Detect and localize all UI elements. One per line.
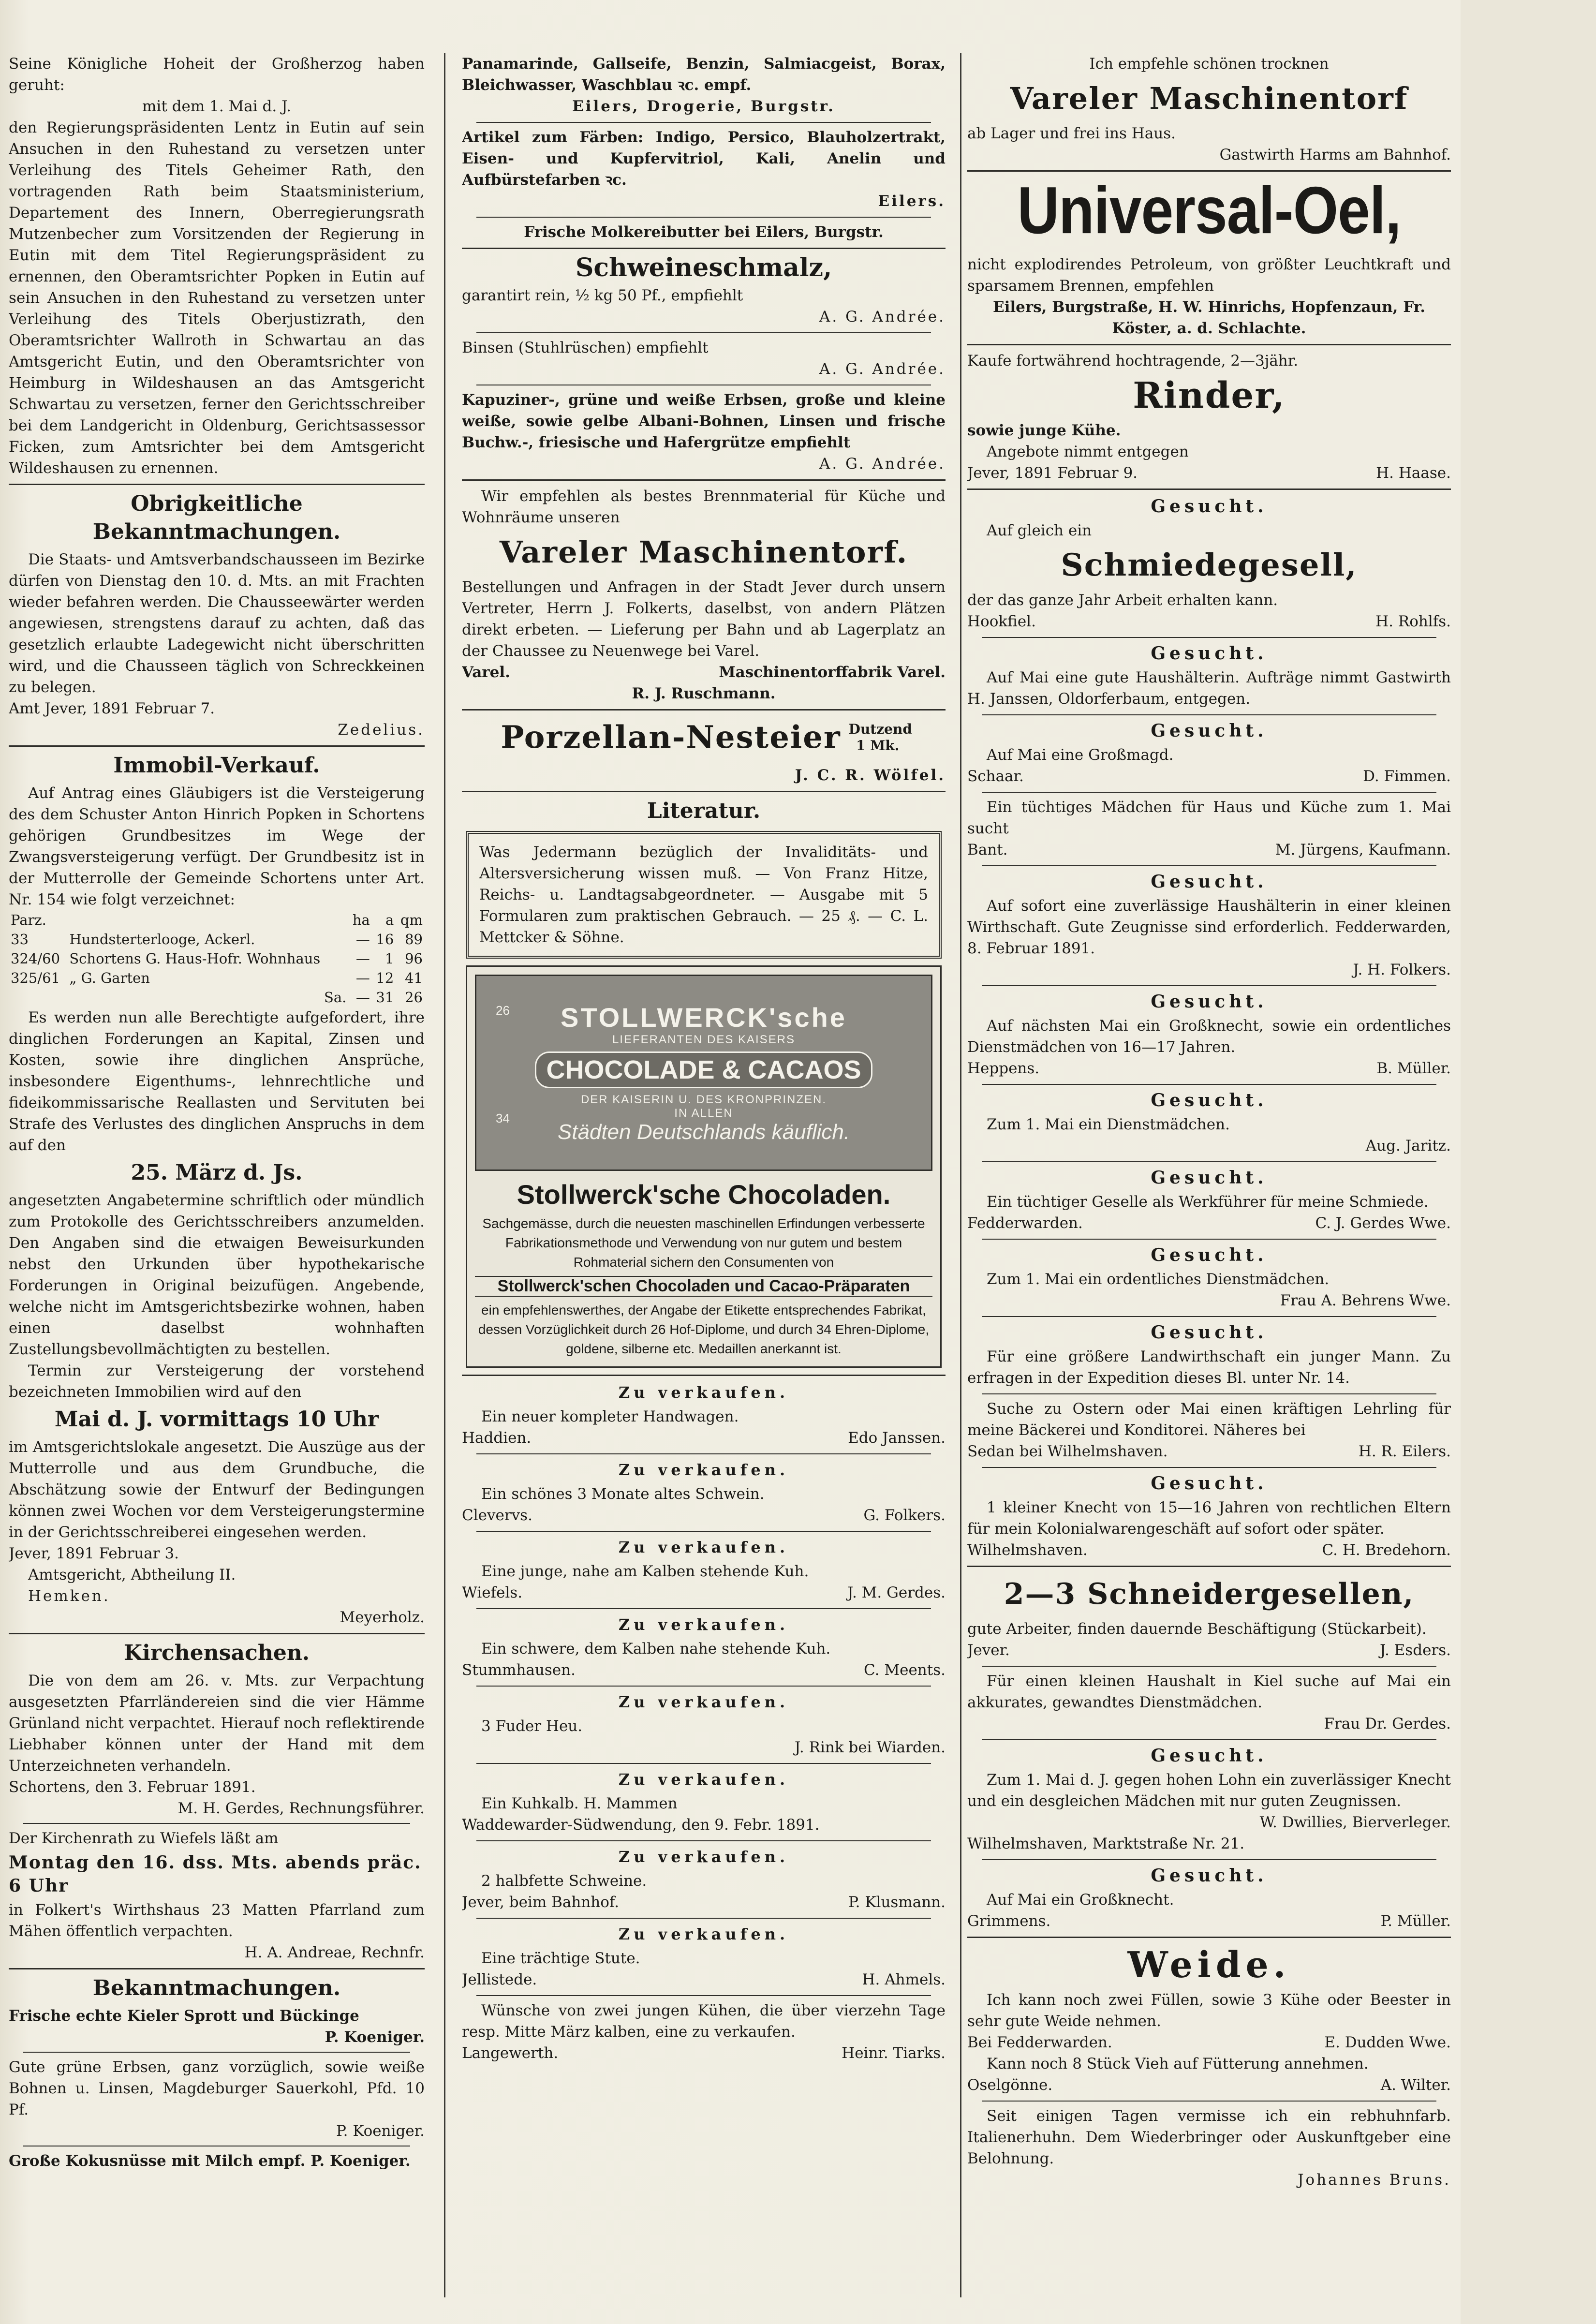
notice-sign-right: Zedelius.: [338, 721, 425, 739]
divider: [476, 1995, 931, 1996]
section-title: Literatur.: [647, 799, 761, 823]
ad-eilers-1: Panamarinde, Gallseife, Benzin, Salmiacgeist, Borax, Bleichwasser, Waschblau ꝛc. empf. Eilers, Drogerie, Burgstr.: [462, 55, 946, 115]
ad-torf: Wir empfehlen als bestes Brennmaterial für Küche und Wohnräume unseren Vareler Maschinentorf. Bestellungen und Anfragen in der Stadt Jever durch unsern Vertreter, Herrn J. Folkerts, daselbst, von andern Plätzen direkt erbeten. — Lieferung per Bahn und ab Lagerplatz an der Chaussee zu Neuenwege bei Varel. Varel. Maschinentorffabrik Varel. R. J. Ruschmann.: [462, 488, 946, 702]
sale-sign-4: Meyerholz.: [340, 1609, 425, 1626]
sale-body-3: angesetzten Angabetermine schriftlich oder mündlich zum Protokolle des Gerichtsschreibers anzumelden. Den Angaben sind die etwaigen Beweisurkunden nebst den Urkunden über hypothekarische Forderungen in Original beizufügen. Angebende, welche nicht im Amtsgerichtsbezirke wohnen, haben einen daselbst wohnhaften Zustellungsbevollmächtigten zu bestellen.: [9, 1192, 425, 1358]
sale-ad: Zu verkaufen. 2 halbfette Schweine. Jever, beim Bahnhof. P. Klusmann.: [462, 1848, 946, 1911]
table-row: 33 Hundsterterlooge, Ackerl. — 16 89: [11, 931, 423, 947]
church-termin: Montag den 16. dss. Mts. abends präc. 6 Uhr: [9, 1852, 422, 1896]
ad-torf-harms: Ich empfehle schönen trocknen Vareler Maschinentorf ab Lager und frei ins Haus. Gastwirth Harms am Bahnhof.: [967, 55, 1451, 163]
divider: [476, 1686, 931, 1687]
ad-grossknecht: Gesucht. Auf Mai ein Großknecht. Grimmens. P. Müller.: [967, 1859, 1451, 1932]
divider: [9, 1633, 425, 1634]
church-sign-left: Schortens, den 3. Februar 1891.: [9, 1778, 256, 1796]
divider: [476, 1453, 931, 1454]
divider: [476, 1840, 931, 1841]
sale-body: Auf Antrag eines Gläubigers ist die Versteigerung des dem Schuster Anton Hinrich Popken in Schortens gehörigen Grundbesitzes im Wege der Zwangsversteigerung verfügt. Der Grundbesitz ist in der Mutterrolle der Gemeinde Schortens unter Art. Nr. 154 wie folgt verzeichnet:: [9, 785, 425, 908]
ad-sprott: Frische echte Kieler Sprott und Bückinge: [9, 2007, 359, 2025]
table-row: Sa. — 31 26: [324, 989, 423, 1006]
wanted-ad: Gesucht. Auf sofort eine zuverlässige Haushälterin in einer kleinen Wirthschaft. Gute Zeugnisse sind erforderlich. Fedderwarden, 8. Februar 1891. J. H. Folkers.: [967, 865, 1451, 980]
divider: [9, 745, 425, 747]
divider: [476, 1763, 931, 1764]
ad-erbsen-sign: P. Koeniger.: [336, 2122, 425, 2140]
ad-lehrling: Suche zu Ostern oder Mai einen kräftigen Lehrling für meine Bäckerei und Konditorei. Näheres bei Sedan bei Wilhelmshaven. H. R. Eilers.: [967, 1393, 1451, 1462]
divider: [476, 217, 931, 218]
divider: [476, 122, 931, 123]
wanted-ad: Gesucht. Ein tüchtiger Geselle als Werkführer für meine Schmiede. Fedderwarden. C. J. Gerdes Wwe.: [967, 1161, 1451, 1234]
table-row: 325/61 „ G. Garten — 12 41: [11, 970, 423, 986]
ad-schmiedegesell: Gesucht. Auf gleich ein Schmiedegesell, der das ganze Jahr Arbeit erhalten kann. Hookfiel. H. Rohlfs.: [967, 496, 1451, 630]
sale-body-4: Termin zur Versteigerung der vorstehend bezeichneten Immobilien wird auf den: [9, 1362, 425, 1401]
divider: [967, 1937, 1451, 1938]
notice-body: Die Staats- und Amtsverbandschausseen im Bezirke dürfen von Dienstag den 10. d. Mts. an mit Frachten wieder befahren werden. Die Chausseewärter werden angewiesen, strengstens darauf zu achten, daß das gesetzlich erlaubte Ladegewicht nicht überschritten wird, und die Chausseen täglich von Schreckkeinen zu belegen.: [9, 551, 425, 696]
wanted-ad: Gesucht. Auf Mai eine gute Haushälterin. Aufträge nimmt Gastwirth H. Janssen, Oldorferbaum, entgegen.: [967, 637, 1451, 710]
ad-erbsen: Gute grüne Erbsen, ganz vorzüglich, sowie weiße Bohnen u. Linsen, Magdeburger Sauerkohl, Pfd. 10 Pf.: [9, 2058, 425, 2118]
divider: [23, 2052, 410, 2053]
section-title: Obrigkeitliche Bekanntmachungen.: [92, 491, 341, 544]
wanted-ad: Ein tüchtiges Mädchen für Haus und Küche zum 1. Mai sucht Bant. M. Jürgens, Kaufmann.: [967, 792, 1451, 860]
wanted-ad: Gesucht. Zum 1. Mai ein Dienstmädchen. Aug. Jaritz.: [967, 1084, 1451, 1156]
wanted-ad: Gesucht. Auf Mai eine Großmagd. Schaar. D. Fimmen.: [967, 714, 1451, 787]
ad-dwillies: Gesucht. Zum 1. Mai d. J. gegen hohen Lohn ein zuverlässiger Knecht und ein desgleichen Mädchen mit nur guten Zeugnissen. W. Dwillies, Bierverleger. Wilhelmshaven, Marktstraße Nr. 21.: [967, 1739, 1451, 1854]
ad-weide: Weide. Ich kann noch zwei Füllen, sowie 3 Kühe oder Beester in sehr gute Weide nehmen. Bei Fedderwarden. E. Dudden Wwe. Kann noch 8 Stück Vieh auf Fütterung annehmen. Oselgönne. A. Wilter.: [967, 1944, 1451, 2094]
sale-termin-2: Mai d. J. vormittags 10 Uhr: [54, 1407, 379, 1432]
divider: [462, 709, 946, 711]
section-title: Bekanntmachungen.: [92, 1976, 341, 2000]
church-matters: [9, 1639, 425, 1963]
ad-universal-oel: Universal-Oel, nicht explodirendes Petroleum, von größter Leuchtkraft und sparsamem Brennen, empfehlen Eilers, Burgstraße, H. W. Hinrichs, Hopfenzaun, Fr. Köster, a. d. Schlachte.: [967, 173, 1451, 337]
real-estate-sale: [9, 752, 425, 1628]
church-sign-right: M. H. Gerdes, Rechnungsführer.: [177, 1800, 425, 1817]
wanted-ad: Gesucht. Auf nächsten Mai ein Großknecht, sowie ein ordentliches Dienstmädchen von 16—17 Jahren. Heppens. B. Müller.: [967, 985, 1451, 1079]
sale-ad: Zu verkaufen. Eine trächtige Stute. Jellistede. H. Ahmels.: [462, 1925, 946, 1988]
divider: [967, 488, 1451, 490]
column-middle: [462, 53, 946, 2285]
sale-ad: Zu verkaufen. Ein schwere, dem Kalben nahe stehende Kuh. Stummhausen. C. Meents.: [462, 1615, 946, 1679]
column-rule: [960, 53, 961, 2297]
royal-announcement: [9, 53, 425, 479]
page-margin: [1461, 0, 1596, 2324]
church-body-3: in Folkert's Wirthshaus 23 Matten Pfarrland zum Mähen öffentlich verpachten.: [9, 1901, 425, 1940]
section-title: Immobil-Verkauf.: [113, 753, 320, 778]
announcement-intro: Seine Königliche Hoheit der Großherzog haben geruht:: [9, 55, 425, 94]
wanted-ad: Gesucht. Für eine größere Landwirthschaft ein junger Mann. Zu erfragen in der Expedition dieses Bl. unter Nr. 14.: [967, 1316, 1451, 1389]
announcement-body: den Regierungspräsidenten Lentz in Eutin auf sein Ansuchen in den Ruhestand zu versetzen unter Verleihung des Titels Geheimer Rath, den vortragenden Rath beim Staatsministerium, Departement des Innern, Oberregierungsrath Mutzenbecher zum Vorsitzenden der Regierung in Eutin mit dem Titel Regierungspräsident zu ernennen, den Oberamtsrichter Popken in Eutin auf sein Ansuchen in den Ruhestand zu versetzen unter Verleihung des Titels Oberjustizrath, den Oberamtsrichter Wallroth in Schwartau an das Amtsgericht Eutin, und den Oberamtsrichter von Heimburg in Wildeshausen an das Amtsgericht Schwartau zu versetzen, ferner den Gerichtsschreiber bei dem Landgericht in Oldenburg, Gerichtsassessor Ficken, zum Amtsrichter bei dem Amtsgericht Wildeshausen zu ernennen.: [9, 119, 425, 477]
ad-knecht: Gesucht. 1 kleiner Knecht von 15—16 Jahren von rechtlichen Eltern für mein Kolonialwarengeschäft auf sofort oder später. Wilhelmshaven. C. H. Bredehorn.: [967, 1467, 1451, 1561]
sale-ad: Zu verkaufen. Eine junge, nahe am Kalben stehende Kuh. Wiefels. J. M. Gerdes.: [462, 1538, 946, 1601]
divider: [967, 1566, 1451, 1567]
sale-sign-2: Amtsgericht, Abtheilung II.: [28, 1566, 236, 1584]
sale-sign-3: Hemken.: [28, 1587, 110, 1605]
ad-nesteier: Porzellan-Nesteier Dutzend 1 Mk.: [501, 719, 912, 755]
notice-sign-left: Amt Jever, 1891 Februar 7.: [9, 700, 215, 717]
wanted-ad: Gesucht. Zum 1. Mai ein ordentliches Dienstmädchen. Frau A. Behrens Wwe.: [967, 1239, 1451, 1311]
ad-schneider: 2—3 Schneidergesellen, gute Arbeiter, finden dauernde Beschäftigung (Stückarbeit). Jever. J. Esders.: [967, 1577, 1451, 1659]
stollwerck-seal: 26 34 STOLLWERCK'sche LIEFERANTEN DES KAISERS CHOCOLADE & CACAOS DER KAISERIN U. DES KRONPRINZEN. IN ALLEN Städten Deutschlands käuflich.: [475, 975, 932, 1171]
divider: [462, 1375, 946, 1376]
ad-binsen: Binsen (Stuhlrüschen) empfiehlt A. G. Andrée.: [462, 339, 946, 378]
divider: [476, 1608, 931, 1609]
sale-ad: Zu verkaufen. Ein schönes 3 Monate altes Schwein. Clevervs. G. Folkers.: [462, 1461, 946, 1524]
sale-ad: Zu verkaufen. Ein neuer kompleter Handwagen. Haddien. Edo Janssen.: [462, 1383, 946, 1447]
ad-rinder: Kaufe fortwährend hochtragende, 2—3jähr. Rinder, sowie junge Kühe. Angebote nimmt entgegen Jever, 1891 Februar 9. H. Haase.: [967, 352, 1451, 482]
column-left: [9, 53, 425, 2285]
church-body: Die von dem am 26. v. Mts. zur Verpachtung ausgesetzten Pfarrländereien sind die vier Hämme Grünland nicht verpachtet. Hierauf noch reflektirende Liebhaber können unter der Hand mit dem Unterzeichneten verhandeln.: [9, 1672, 425, 1775]
divider: [462, 791, 946, 792]
column-rule: [444, 53, 445, 2297]
ad-kiel: Für einen kleinen Haushalt in Kiel suche auf Mai ein akkurates, gewandtes Dienstmädchen. Frau Dr. Gerdes.: [967, 1666, 1451, 1734]
table-row: 324/60 Schortens G. Haus-Hofr. Wohnhaus — 1 96: [11, 950, 423, 967]
ad-kuehe: Wünsche von zwei jungen Kühen, die über vierzehn Tage resp. Mitte März kalben, eine zu verkaufen. Langewerth. Heinr. Tiarks.: [462, 2002, 946, 2062]
section-title: Kirchensachen.: [123, 1641, 310, 1665]
sale-body-5: im Amtsgerichtslokale angesetzt. Die Auszüge aus der Mutterrolle und aus dem Grundbuche, die Abschätzung sowie der Entwurf der Bedingungen können zwei Wochen vor dem Versteigerungstermine in der Gerichtsschreiberei eingesehen werden.: [9, 1438, 425, 1541]
ad-sprott-sign: P. Koeniger.: [325, 2028, 425, 2046]
church-sign: H. A. Andreae, Rechnfr.: [244, 1944, 425, 1961]
divider: [9, 1968, 425, 1969]
ad-eilers-3: Frische Molkereibutter bei Eilers, Burgstr.: [524, 223, 884, 241]
church-body-2: Der Kirchenrath zu Wiefels läßt am: [9, 1830, 279, 1847]
table-header: Parz. ha a qm: [11, 912, 423, 928]
ad-huhn: Seit einigen Tagen vermisse ich ein rebhuhnfarb. Italienerhuhn. Dem Wiederbringer oder Auskunftgeber eine Belohnung. Johannes Bruns.: [967, 2101, 1451, 2191]
announcement-date: mit dem 1. Mai d. J.: [142, 98, 291, 115]
official-notices: [9, 490, 425, 740]
divider: [9, 484, 425, 485]
ad-kokus: Große Kokusnüsse mit Milch empf. P. Koeniger.: [9, 2152, 411, 2170]
divider: [462, 248, 946, 249]
announcements: [9, 1974, 425, 2172]
divider: [23, 1823, 410, 1824]
divider: [476, 332, 931, 333]
divider: [476, 1531, 931, 1532]
divider: [476, 1918, 931, 1919]
parcel-table: [9, 910, 425, 1007]
ad-nesteier-sign: J. C. R. Wölfel.: [795, 767, 946, 784]
sale-sign-1: Jever, 1891 Februar 3.: [9, 1545, 179, 1562]
column-right: [967, 53, 1451, 2285]
sale-body-2: Es werden nun alle Berechtigte aufgefordert, ihre dinglichen Forderungen an Kapital, Zinsen und Kosten, sowie ihre dinglichen Ansprüche, insbesondere Eigenthums-, lehnrechtliche und fideikommissarische Reallasten und Servituten bei Strafe des Verlustes des dinglichen Anspruchs in dem auf den: [9, 1009, 425, 1154]
ad-schmalz: Schweineschmalz, garantirt rein, ½ kg 50 Pf., empfiehlt A. G. Andrée.: [462, 253, 946, 326]
divider: [967, 344, 1451, 345]
stollwerck-ad: 26 34 STOLLWERCK'sche LIEFERANTEN DES KAISERS CHOCOLADE & CACAOS DER KAISERIN U. DES KRONPRINZEN. IN ALLEN Städten Deutschlands käuflich. Stollwerck'sche Chocoladen. Sachgemässe, durch die neuesten maschinellen Erfindungen verbesserte Fabrikationsmethode und Verwendung von nur gutem und bestem Rohmaterial sichern den Consumenten von Stollwerck'schen Chocoladen und Cacao-Präparaten ein empfehlenswerthes, der Angabe der Etikette entsprechendes Fabrikat, dessen Vorzüglichkeit durch 26 Hof-Diplome, und durch 34 Ehren-Diplome, goldene, silberne etc. Medaillen anerkannt ist.: [466, 965, 942, 1368]
sale-ad: Zu verkaufen. Ein Kuhkalb. H. Mammen Waddewarder-Südwendung, den 9. Febr. 1891.: [462, 1770, 820, 1834]
ad-kapuziner: Kapuziner-, grüne und weiße Erbsen, große und kleine weiße, sowie gelbe Albani-Bohnen, Linsen und frische Buchw.-, friesische und Hafergrütze empfiehlt A. G. Andrée.: [462, 391, 946, 473]
sale-termin: 25. März d. Js.: [131, 1160, 303, 1185]
literature-box: Was Jedermann bezüglich der Invaliditäts- und Altersversicherung wissen muß. — Von Franz Hitze, Reichs- u. Landtagsabgeordneter. — Ausgabe mit 5 Formularen zum praktischen Gebrauch. — 25 ₰. — C. L. Mettcker & Söhne.: [466, 831, 942, 959]
ad-eilers-2: Artikel zum Färben: Indigo, Persico, Blauholzertrakt, Eisen- und Kupfervitriol, Kali, Anelin und Aufbürstefarben ꝛc. Eilers.: [462, 129, 946, 210]
divider: [462, 479, 946, 481]
sale-ad: Zu verkaufen. 3 Fuder Heu. J. Rink bei Wiarden.: [481, 1693, 946, 1756]
